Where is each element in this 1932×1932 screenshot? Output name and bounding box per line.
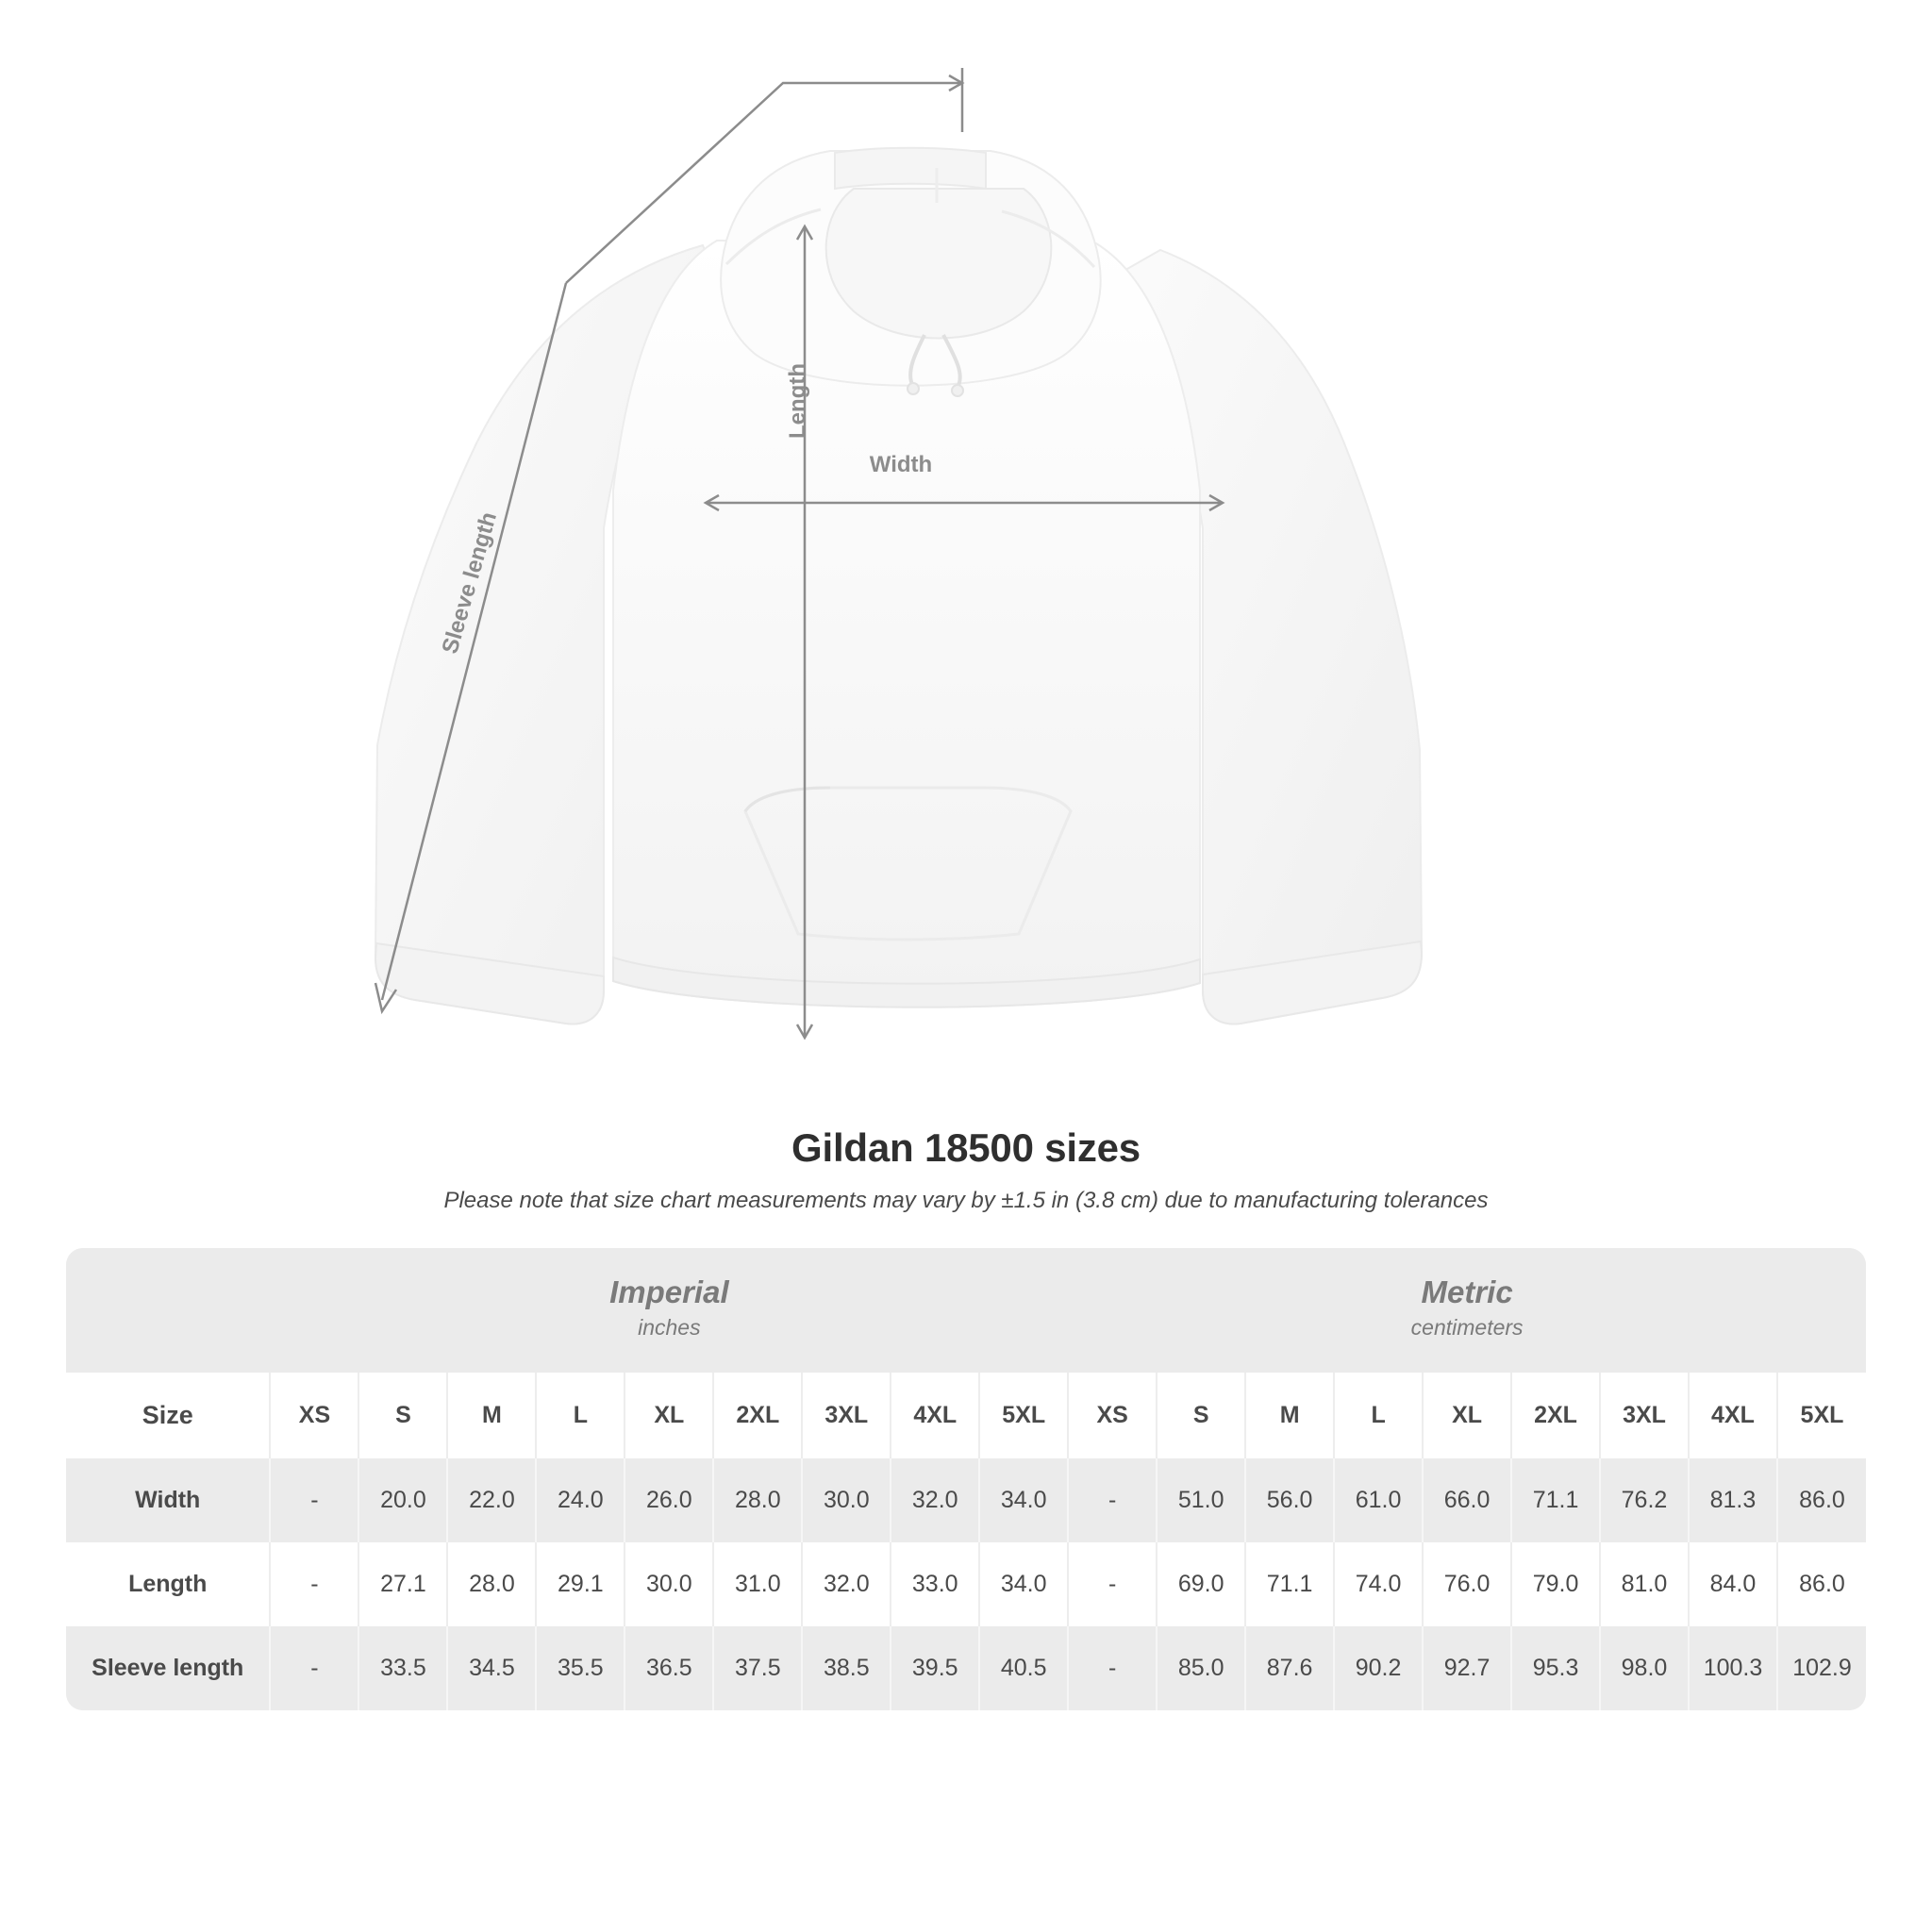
length-metric-3xl: 81.0 <box>1600 1542 1689 1626</box>
unit-group-imperial-sub: inches <box>638 1315 701 1341</box>
length-metric-l: 74.0 <box>1334 1542 1423 1626</box>
sleeve-metric-s: 85.0 <box>1157 1626 1245 1710</box>
size-header-imperial-xs: XS <box>270 1373 358 1458</box>
width-metric-s: 51.0 <box>1157 1458 1245 1542</box>
title-block <box>0 1125 1932 1214</box>
width-metric-5xl: 86.0 <box>1777 1458 1866 1542</box>
size-header-imperial-2xl: 2XL <box>713 1373 802 1458</box>
sleeve-imperial-3xl: 38.5 <box>802 1626 891 1710</box>
size-header-row <box>66 1373 1866 1458</box>
size-header-imperial-xl: XL <box>625 1373 713 1458</box>
sleeve-metric-xl: 92.7 <box>1423 1626 1511 1710</box>
length-imperial-m: 28.0 <box>447 1542 536 1626</box>
sleeve-metric-m: 87.6 <box>1245 1626 1334 1710</box>
size-table-wrapper <box>66 1248 1866 1710</box>
length-metric-4xl: 84.0 <box>1689 1542 1777 1626</box>
length-imperial-s: 27.1 <box>358 1542 447 1626</box>
size-header-imperial-4xl: 4XL <box>891 1373 979 1458</box>
row-label-width: Width <box>66 1458 270 1542</box>
unit-group-metric-sub: centimeters <box>1410 1315 1524 1341</box>
size-header-imperial-3xl: 3XL <box>802 1373 891 1458</box>
sleeve-metric-2xl: 95.3 <box>1511 1626 1600 1710</box>
length-imperial-3xl: 32.0 <box>802 1542 891 1626</box>
length-metric-xs: - <box>1068 1542 1157 1626</box>
width-metric-2xl: 71.1 <box>1511 1458 1600 1542</box>
unit-header-row <box>66 1248 1866 1373</box>
sleeve-metric-3xl: 98.0 <box>1600 1626 1689 1710</box>
sleeve-imperial-s: 33.5 <box>358 1626 447 1710</box>
size-header-metric-xl: XL <box>1423 1373 1511 1458</box>
length-imperial-5xl: 34.0 <box>979 1542 1068 1626</box>
row-label-sleeve-length: Sleeve length <box>66 1626 270 1710</box>
sleeve-imperial-5xl: 40.5 <box>979 1626 1068 1710</box>
tolerance-note: Please note that size chart measurements may vary by ±1.5 in (3.8 cm) due to manufacturing tolerances <box>443 1188 1489 1213</box>
sleeve-imperial-l: 35.5 <box>536 1626 625 1710</box>
unit-group-imperial <box>270 1248 1068 1373</box>
width-imperial-m: 22.0 <box>447 1458 536 1542</box>
label-length: Length <box>785 363 810 439</box>
length-metric-s: 69.0 <box>1157 1542 1245 1626</box>
table-row-length <box>66 1542 1866 1626</box>
label-width: Width <box>869 452 933 477</box>
unit-group-metric-name: Metric <box>1421 1274 1513 1309</box>
width-imperial-l: 24.0 <box>536 1458 625 1542</box>
sleeve-imperial-4xl: 39.5 <box>891 1626 979 1710</box>
width-metric-xs: - <box>1068 1458 1157 1542</box>
width-imperial-s: 20.0 <box>358 1458 447 1542</box>
sleeve-metric-4xl: 100.3 <box>1689 1626 1777 1710</box>
length-metric-xl: 76.0 <box>1423 1542 1511 1626</box>
size-header-imperial-l: L <box>536 1373 625 1458</box>
row-label-length: Length <box>66 1542 270 1626</box>
sleeve-metric-5xl: 102.9 <box>1777 1626 1866 1710</box>
unit-group-metric <box>1068 1248 1866 1373</box>
size-header-imperial-5xl: 5XL <box>979 1373 1068 1458</box>
width-imperial-2xl: 28.0 <box>713 1458 802 1542</box>
length-metric-2xl: 79.0 <box>1511 1542 1600 1626</box>
sleeve-metric-l: 90.2 <box>1334 1626 1423 1710</box>
sleeve-imperial-m: 34.5 <box>447 1626 536 1710</box>
sleeve-imperial-xl: 36.5 <box>625 1626 713 1710</box>
length-imperial-l: 29.1 <box>536 1542 625 1626</box>
length-metric-m: 71.1 <box>1245 1542 1334 1626</box>
width-imperial-5xl: 34.0 <box>979 1458 1068 1542</box>
length-imperial-xl: 30.0 <box>625 1542 713 1626</box>
width-metric-3xl: 76.2 <box>1600 1458 1689 1542</box>
table-row-width <box>66 1458 1866 1542</box>
size-header-metric-4xl: 4XL <box>1689 1373 1777 1458</box>
size-table <box>66 1248 1866 1710</box>
sleeve-imperial-xs: - <box>270 1626 358 1710</box>
length-metric-5xl: 86.0 <box>1777 1542 1866 1626</box>
width-imperial-xl: 26.0 <box>625 1458 713 1542</box>
size-header-metric-l: L <box>1334 1373 1423 1458</box>
size-header-metric-3xl: 3XL <box>1600 1373 1689 1458</box>
width-metric-4xl: 81.3 <box>1689 1458 1777 1542</box>
label-sleeve-length: Sleeve length <box>437 508 503 658</box>
unit-header-spacer <box>66 1248 270 1373</box>
size-header-metric-m: M <box>1245 1373 1334 1458</box>
width-imperial-4xl: 32.0 <box>891 1458 979 1542</box>
size-header-metric-xs: XS <box>1068 1373 1157 1458</box>
sleeve-imperial-2xl: 37.5 <box>713 1626 802 1710</box>
length-imperial-2xl: 31.0 <box>713 1542 802 1626</box>
size-header-metric-5xl: 5XL <box>1777 1373 1866 1458</box>
row-label-size: Size <box>66 1373 270 1458</box>
length-imperial-xs: - <box>270 1542 358 1626</box>
width-metric-m: 56.0 <box>1245 1458 1334 1542</box>
sleeve-metric-xs: - <box>1068 1626 1157 1710</box>
page-title: Gildan 18500 sizes <box>791 1125 1141 1170</box>
width-imperial-xs: - <box>270 1458 358 1542</box>
length-imperial-4xl: 33.0 <box>891 1542 979 1626</box>
size-header-metric-2xl: 2XL <box>1511 1373 1600 1458</box>
width-metric-l: 61.0 <box>1334 1458 1423 1542</box>
unit-group-imperial-name: Imperial <box>609 1274 729 1309</box>
size-header-imperial-s: S <box>358 1373 447 1458</box>
table-row-sleeve-length <box>66 1626 1866 1710</box>
size-header-imperial-m: M <box>447 1373 536 1458</box>
width-imperial-3xl: 30.0 <box>802 1458 891 1542</box>
width-metric-xl: 66.0 <box>1423 1458 1511 1542</box>
size-header-metric-s: S <box>1157 1373 1245 1458</box>
